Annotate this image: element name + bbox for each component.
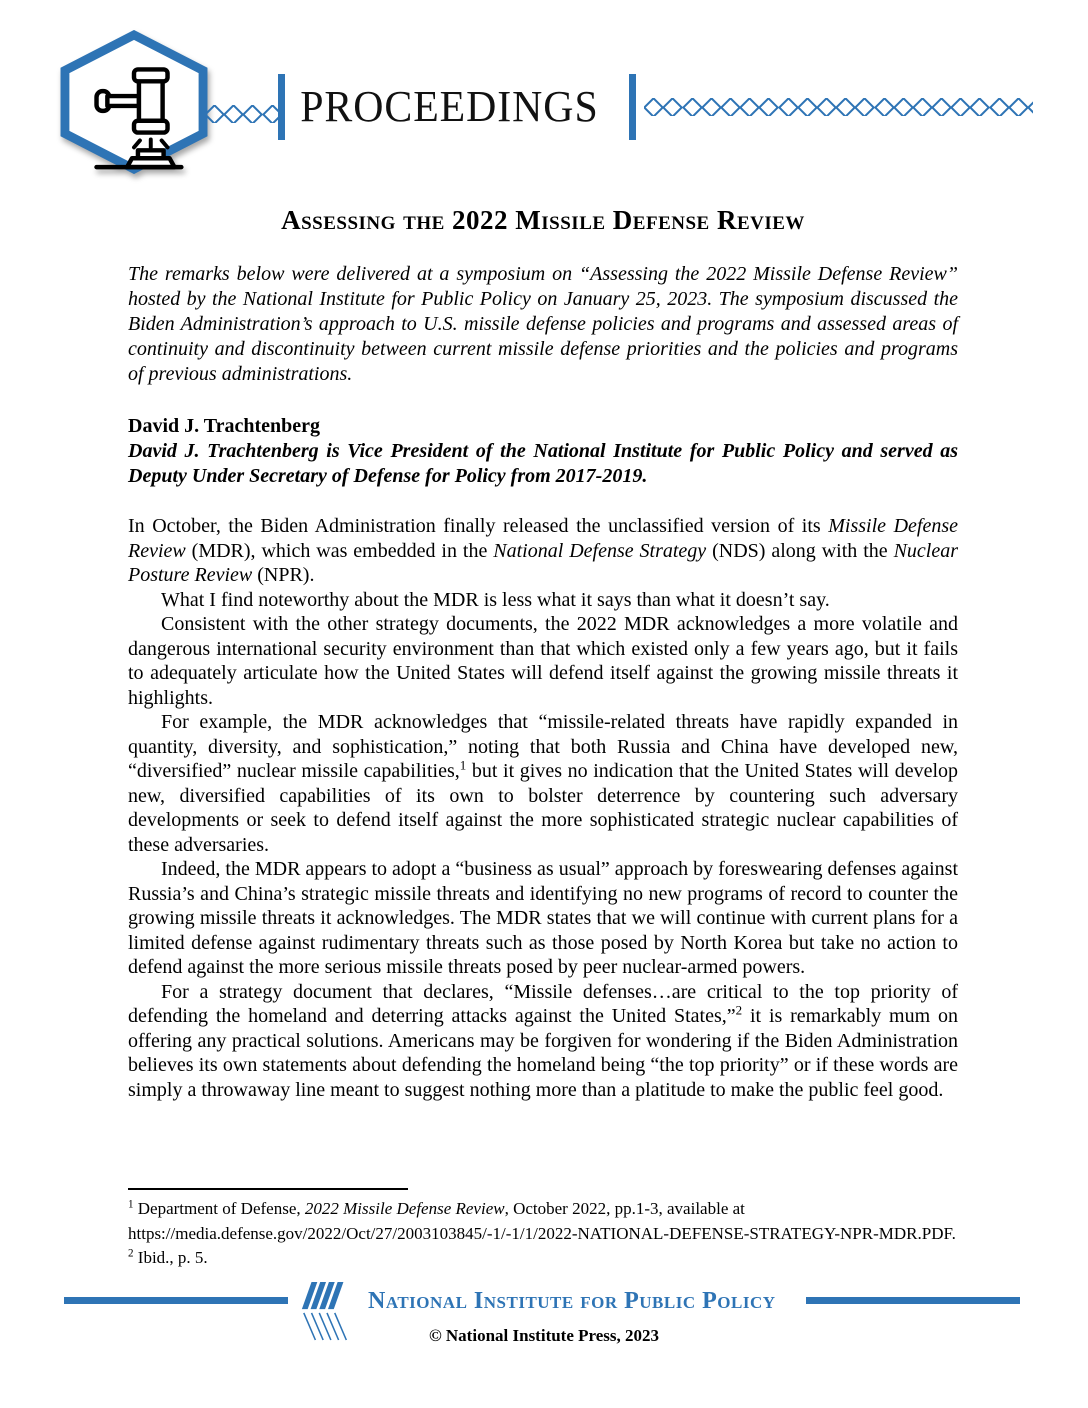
diamond-shape — [854, 98, 875, 116]
body-paragraph: Consistent with the other strategy documents, the 2022 MDR acknowledges a more volatile and dangerous international security environment than that which existed only a few years ago, but it fails to adequately articulate how the United States will defend itself against the growing missile threats it highlights. — [128, 613, 958, 709]
body-paragraph: What I find noteworthy about the MDR is less what it says than what it doesn’t say. — [161, 588, 830, 611]
author-bio: David J. Trachtenberg is Vice President of the National Institute for Public Policy and served as Deputy Under Secretary of Defense for Policy from 2017-2019. — [128, 440, 958, 487]
body-paragraph: For example, the MDR acknowledges that “missile-related threats have rapidly expanded in quantity, diversity, and sophistication,” noting that both Russia and China have developed new, “diversified” nuclear missile capabilities,$^1$ but it gives no indication that the United States will develop new, diversified capabilities of its own to bolster deterrence by countering such adversary developments or seek to defend itself against the more sophisticated strategic nuclear capabilities of these adversaries. — [128, 711, 959, 856]
diamond-shape — [758, 98, 779, 116]
body-text — [128, 514, 958, 1102]
copyright-line: © National Institute Press, 2023 — [428, 1326, 660, 1345]
banner-divider-left — [278, 74, 285, 140]
footer-institute-name: National Institute for Public Policy — [368, 1288, 776, 1314]
footer-rule-left — [64, 1297, 288, 1304]
intro-paragraph: The remarks below were delivered at a symposium on “Assessing the 2022 Missile Defense Review” hosted by the National Institute for Public Policy on January 25, 2023. The symposium discussed the Biden Administration’s approach to U.S. missile defense policies and programs and assessed areas of continuity and discontinuity between current missile defense priorities and the policies and programs of previous administrations. — [128, 263, 958, 385]
footnote-separator — [128, 1188, 408, 1190]
footnote: $^1$ Department of Defense, 2022 Missile Defense Review, October 2022, pp.1-3, available at https://media.defense.gov/2022/Oct/27/2003103845/-1/-1/1/2022-NATIONAL-DEFENSE-STRATEGY-NPR-MDR.PDF. — [128, 1198, 956, 1243]
gavel-hexagon-logo — [55, 30, 213, 174]
body-paragraph: Indeed, the MDR appears to adopt a “business as usual” approach by foreswearing defenses against Russia’s and China’s strategic missile threats and identifying no new programs of record to counter the growing missile threats it acknowledges. The MDR states that we will continue with current plans for a limited defense against rudimentary threats such as those posed by North Korea but take no action to defend against the more serious missile threats posed by peer nuclear-armed powers. — [128, 858, 958, 978]
diamond-shape — [662, 98, 683, 116]
body-paragraph: For a strategy document that declares, “Missile defenses…are critical to the top priority of defending the homeland and deterring attacks against the United States,”$^2$ it is remarkably mum on offering any practical solutions. Americans may be forgiven for wondering if the Biden Administration believes its own statements about defending the homeland being “the top priority” or if these words are simply a throwaway line meant to suggest nothing more than a platitude to make the public feel good. — [128, 980, 958, 1101]
banner-divider-right — [629, 74, 636, 140]
footer-rule-right — [806, 1297, 1020, 1304]
diamond-shape — [969, 98, 990, 116]
diamond-shape — [242, 105, 263, 123]
footnote-marker: 2 — [735, 1002, 743, 1018]
body-paragraph: In October, the Biden Administration finally released the unclassified version of its Missile Defense Review (MDR), which was embedded in the National Defense Strategy (NDS) along with the Nuclear Posture Review (NPR). — [128, 515, 959, 586]
diamond-chain-right — [644, 98, 1033, 116]
footnote: $^2$ Ibid., p. 5. — [128, 1247, 208, 1267]
footnote-marker: 1 — [128, 1198, 134, 1211]
article — [128, 205, 958, 1102]
author-name: David J. Trachtenberg — [128, 415, 321, 437]
banner-title: PROCEEDINGS — [300, 82, 599, 131]
diamond-chain-left — [205, 105, 281, 123]
footnote-marker: 2 — [128, 1247, 134, 1260]
proceedings-banner — [278, 74, 1033, 140]
page-title: Assessing the 2022 Missile Defense Review — [281, 205, 805, 235]
footnote-marker: 1 — [459, 757, 467, 773]
diamond-shape — [1027, 98, 1033, 116]
footnotes — [128, 1197, 960, 1271]
page-header — [55, 28, 1033, 180]
